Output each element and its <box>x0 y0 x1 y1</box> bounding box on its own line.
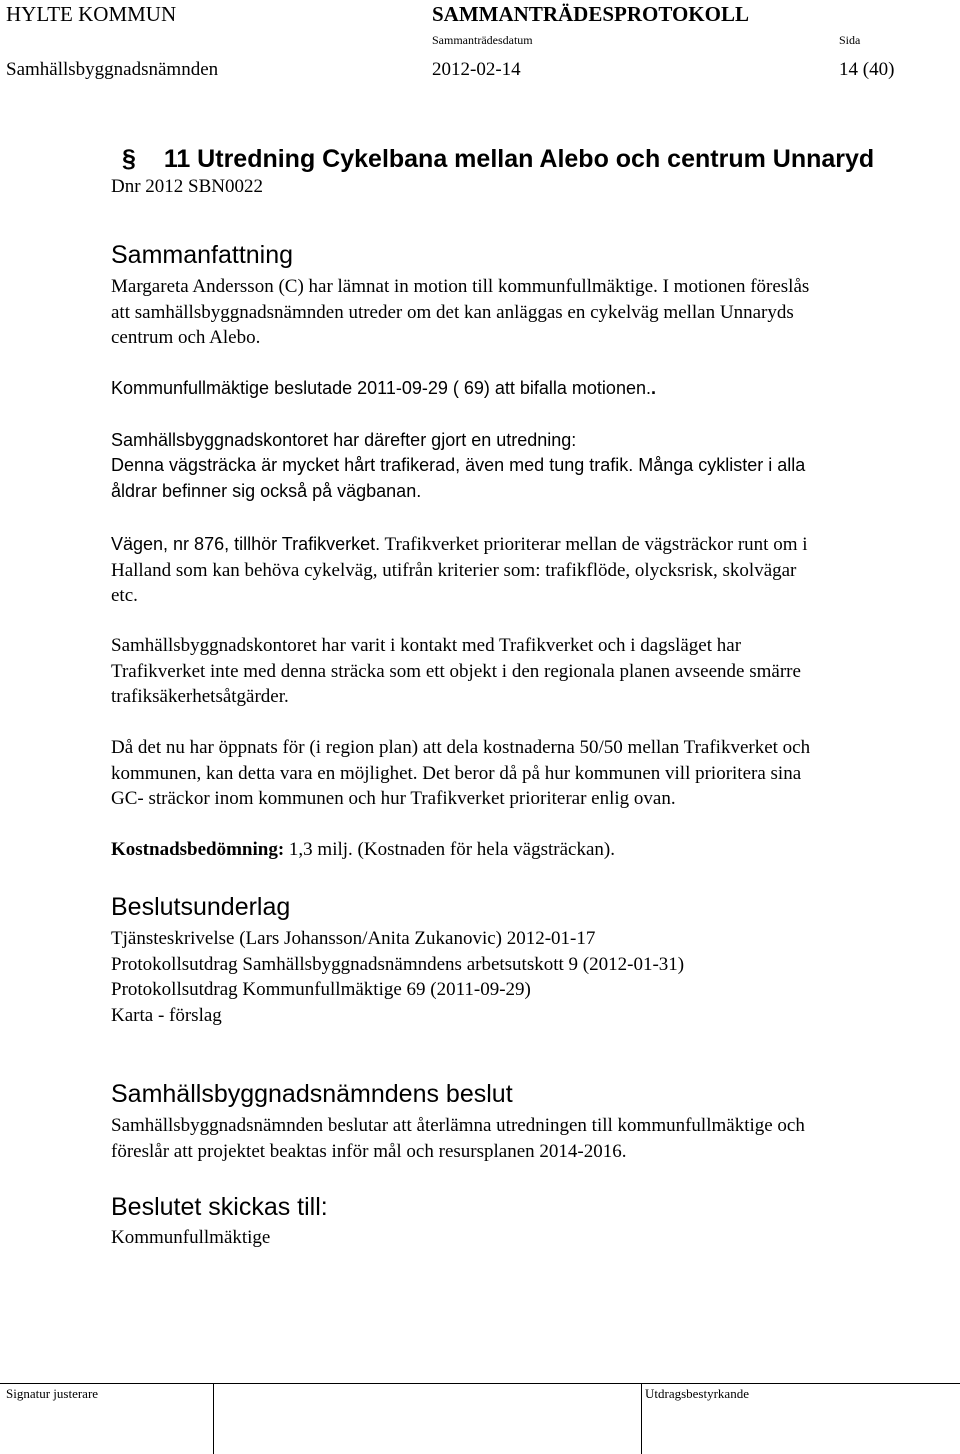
text-line: trafiksäkerhetsåtgärder. <box>111 686 289 707</box>
summary-paragraph-1 <box>111 274 931 351</box>
text-line: etc. <box>111 585 138 606</box>
signature-label: Signatur justerare <box>6 1386 99 1401</box>
text-line: centrum och Alebo. <box>111 327 261 348</box>
sent-to-heading: Beslutet skickas till: <box>111 1193 328 1221</box>
meeting-date: 2012-02-14 <box>432 59 521 80</box>
basis-item: Protokollsutdrag Samhällsbyggnadsnämndens arbetsutskott 9 (2012-01-31) <box>111 953 685 975</box>
text-line: föreslår att projektet beaktas inför mål och resursplanen 2014-2016. <box>111 1140 627 1162</box>
meeting-date-label: Sammanträdesdatum <box>432 33 533 47</box>
text-line: Margareta Andersson (C) har lämnat in motion till kommunfullmäktige. I motionen föreslås <box>111 276 810 297</box>
basis-heading: Beslutsunderlag <box>111 893 291 921</box>
document-type: SAMMANTRÄDESPROTOKOLL <box>432 2 749 26</box>
basis-list <box>111 926 931 1028</box>
text-line: Trafikverket inte med denna sträcka som ett objekt i den regionala planen avseende smärre <box>111 660 801 682</box>
cost-value: 1,3 milj. (Kostnaden för hela vägsträckan). <box>284 839 615 860</box>
section-sign-icon: § <box>122 145 136 173</box>
text-line: kommunen, kan detta vara en möjlighet. Det beror då på hur kommunen vill prioritera sina <box>111 762 802 784</box>
text-line: Vägen, nr 876, tillhör Trafikverket. <box>111 534 381 554</box>
text-line: Kommunfullmäktige beslutade 2011-09-29 ( 69) att bifalla motionen. <box>111 378 651 398</box>
footer-column-divider <box>641 1383 642 1454</box>
page-label: Sida <box>839 33 861 47</box>
text-line: Samhällsbyggnadsnämnden beslutar att återlämna utredningen till kommunfullmäktige och <box>111 1115 805 1136</box>
summary-heading: Sammanfattning <box>111 241 294 269</box>
sent-to-recipient: Kommunfullmäktige <box>111 1227 271 1248</box>
text-line: att samhällsbyggnadsnämnden utreder om det kan anläggas en cykelväg mellan Unnaryds <box>111 301 794 323</box>
footer-divider <box>0 1383 960 1384</box>
cost-estimate <box>111 839 615 861</box>
summary-paragraph-3-intro: Samhällsbyggnadskontoret har därefter gjort en utredning: <box>111 430 577 450</box>
cost-label: Kostnadsbedömning: <box>111 839 285 860</box>
text-line: åldrar befinner sig också på vägbanan. <box>111 480 422 501</box>
extract-certification-label: Utdragsbestyrkande <box>645 1386 749 1401</box>
decision-text <box>111 1113 931 1164</box>
text-line: Halland som kan behöva cykelväg, utifrån kriterier som: trafikflöde, olycksrisk, skolvägar <box>111 559 797 581</box>
text-line: Då det nu har öppnats för (i region plan) att dela kostnaderna 50/50 mellan Trafikverket och <box>111 737 811 758</box>
summary-paragraph-2: Kommunfullmäktige beslutade 2011-09-29 ( 69) att bifalla motionen.. <box>111 378 656 398</box>
summary-paragraph-5 <box>111 633 931 710</box>
text-line: Trafikverket prioriterar mellan de vägsträckor runt om i <box>380 534 808 555</box>
basis-item: Protokollsutdrag Kommunfullmäktige 69 (2011-09-29) <box>111 979 531 1000</box>
committee-name: Samhällsbyggnadsnämnden <box>6 59 219 80</box>
decision-heading: Samhällsbyggnadsnämndens beslut <box>111 1080 513 1108</box>
footer-column-divider <box>213 1383 214 1454</box>
municipality-name: HYLTE KOMMUN <box>6 2 177 26</box>
basis-item: Karta - förslag <box>111 1004 222 1026</box>
basis-item: Tjänsteskrivelse (Lars Johansson/Anita Zukanovic) 2012-01-17 <box>111 928 596 949</box>
summary-paragraph-3 <box>111 453 931 504</box>
summary-paragraph-4 <box>111 532 931 609</box>
text-line: Denna vägsträcka är mycket hårt trafikerad, även med tung trafik. Många cyklister i alla <box>111 455 806 475</box>
summary-paragraph-6 <box>111 735 931 812</box>
case-number: Dnr 2012 SBN0022 <box>111 176 264 197</box>
text-line: GC- sträckor inom kommunen och hur Trafikverket prioriterar enlig ovan. <box>111 788 676 809</box>
item-title: 11 Utredning Cykelbana mellan Alebo och centrum Unnaryd <box>163 145 875 173</box>
page-number: 14 (40) <box>839 59 895 80</box>
item-title-row <box>122 145 874 174</box>
text-line: Samhällsbyggnadskontoret har varit i kontakt med Trafikverket och i dagsläget har <box>111 635 742 656</box>
